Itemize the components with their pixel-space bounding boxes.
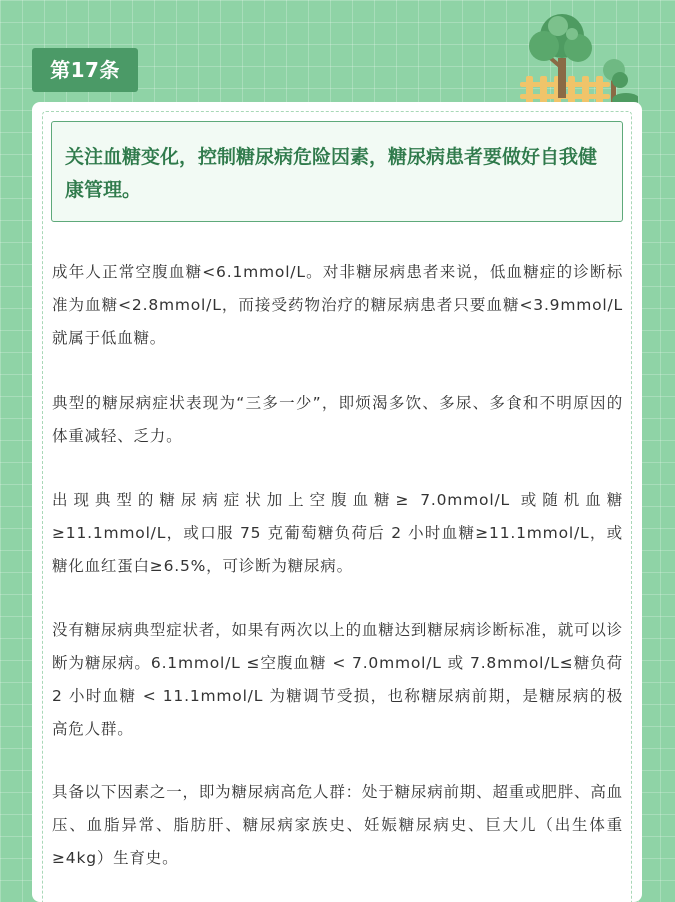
paragraph-high-risk-groups: 具备以下因素之一，即为糖尿病高危人群：处于糖尿病前期、超重或肥胖、高血压、血脂异常、脂肪肝、糖尿病家族史、妊娠糖尿病史、巨大儿（出生体重≥4kg）生育史。 — [52, 783, 623, 867]
key-point-text: 关注血糖变化，控制糖尿病危险因素，糖尿病患者要做好自我健康管理。 — [65, 146, 598, 201]
key-point-box — [51, 121, 623, 222]
paragraph-diagnosis-criteria: 出现典型的糖尿病症状加上空腹血糖≥ 7.0mmol/L 或随机血糖≥11.1mmol/L，或口服 75 克葡萄糖负荷后 2 小时血糖≥11.1mmol/L，或糖化血红蛋白≥6.5%，可诊断为糖尿病。 — [52, 491, 623, 575]
article-number-badge: 第17条 — [32, 48, 138, 92]
paragraph-prediabetes: 没有糖尿病典型症状者，如果有两次以上的血糖达到糖尿病诊断标准，就可以诊断为糖尿病。6.1mmol/L ≤空腹血糖 < 7.0mmol/L 或 7.8mmol/L≤糖负荷 2 小时血糖 < 11.1mmol/L 为糖调节受损，也称糖尿病前期，是糖尿病的极高危人群。 — [52, 621, 623, 738]
paragraph-typical-symptoms: 典型的糖尿病症状表现为“三多一少”，即烦渴多饮、多尿、多食和不明原因的体重减轻、乏力。 — [52, 394, 623, 445]
paragraph-normal-blood-sugar: 成年人正常空腹血糖<6.1mmol/L。对非糖尿病患者来说，低血糖症的诊断标准为血糖<2.8mmol/L，而接受药物治疗的糖尿病患者只要血糖<3.9mmol/L 就属于低血糖。 — [52, 263, 623, 347]
tree-and-fence-icon — [518, 6, 638, 106]
